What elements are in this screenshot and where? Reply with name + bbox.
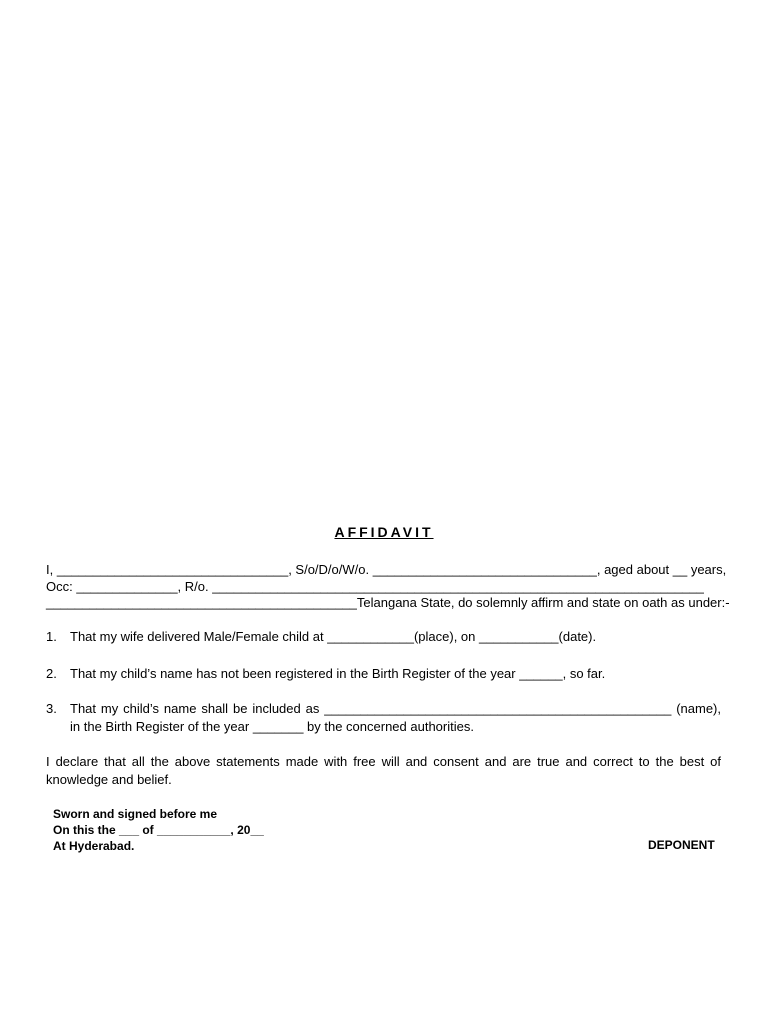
intro-line-1: I, ________________________________, S/o/D/o/W/o. _______________________________, aged about __ years, [46,562,727,577]
declaration-paragraph: I declare that all the above statements made with free will and consent and are true and correct to the best of knowledge and belief. [46,754,721,787]
item-3-number: 3. [46,701,57,716]
item-2-text: That my child’s name has not been registered in the Birth Register of the year ______, so far. [70,666,606,681]
sworn-line-3: At Hyderabad. [53,839,135,853]
intro-line-3: ___________________________________________Telangana State, do solemnly affirm and state on oath as under:- [46,595,730,610]
intro-line-2: Occ: ______________, R/o. ____________________________________________________________________ [46,579,704,594]
document-title: AFFIDAVIT [334,524,434,540]
sworn-line-1: Sworn and signed before me [53,807,218,821]
item-3-continuation: in the Birth Register of the year _______ by the concerned authorities. [70,719,474,734]
deponent-label: DEPONENT [648,838,715,852]
item-1-number: 1. [46,629,57,644]
item-2-number: 2. [46,666,57,681]
item-1-text: That my wife delivered Male/Female child at ____________(place), on ___________(date). [70,629,597,644]
item-3-text: That my child’s name shall be included as ________________________________________________ (name), [70,701,721,716]
sworn-line-2: On this the ___ of ___________, 20__ [53,823,264,837]
